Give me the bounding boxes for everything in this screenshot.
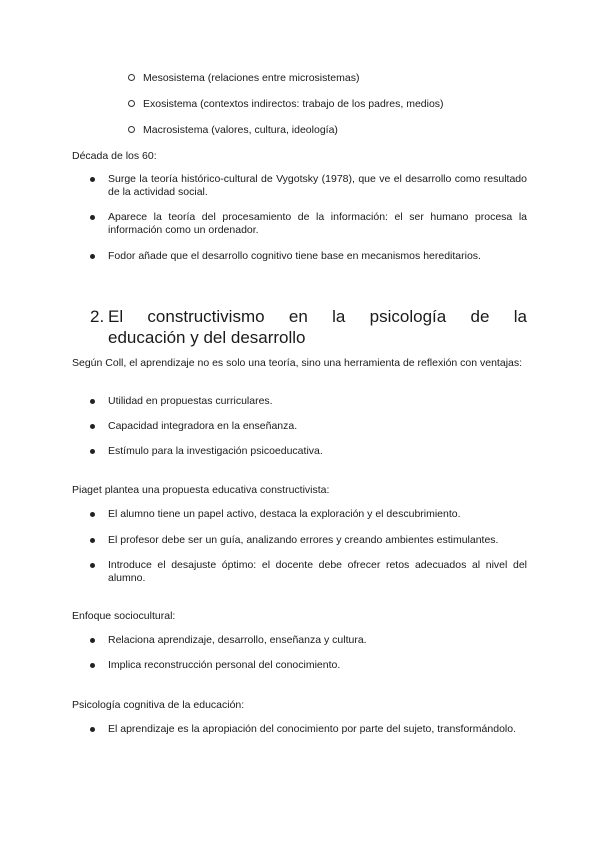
decada-heading: Década de los 60: [72, 150, 157, 162]
list-item: El alumno tiene un papel activo, destaca la exploración y el descubrimiento. [90, 508, 527, 521]
list-item: El profesor debe ser un guía, analizando errores y creando ambientes estimulantes. [90, 534, 527, 547]
section-number: 2. [90, 307, 105, 326]
bullet-icon [90, 424, 95, 429]
bullet-icon [90, 399, 95, 404]
section-title-line1: El constructivismo en la psicología de la [108, 307, 527, 326]
bullet-icon [90, 449, 95, 454]
bullet-icon [90, 663, 95, 668]
list-item: Surge la teoría histórico-cultural de Vygotsky (1978), que ve el desarrollo como resultado de la actividad social. [90, 173, 527, 199]
bullet-icon [90, 638, 95, 643]
list-item: El aprendizaje es la apropiación del conocimiento por parte del sujeto, transformándolo. [90, 723, 527, 736]
list-item: Implica reconstrucción personal del conocimiento. [90, 659, 527, 672]
bullet-icon [90, 727, 95, 732]
bullet-icon [90, 538, 95, 543]
cognitiva-intro: Psicología cognitiva de la educación: [72, 699, 245, 711]
sublist-item-macrosistema: Macrosistema (valores, cultura, ideología) [128, 124, 338, 137]
bullet-icon [90, 177, 95, 182]
list-item: Utilidad en propuestas curriculares. [90, 395, 527, 408]
sublist-item-exosistema: Exosistema (contextos indirectos: trabajo de los padres, medios) [128, 98, 444, 111]
bullet-icon [90, 563, 95, 568]
list-item: Fodor añade que el desarrollo cognitivo tiene base en mecanismos hereditarios. [90, 250, 527, 263]
piaget-intro: Piaget plantea una propuesta educativa constructivista: [72, 484, 330, 496]
section-title-line2: educación y del desarrollo [108, 328, 306, 347]
list-item: Capacidad integradora en la enseñanza. [90, 420, 527, 433]
bullet-icon [90, 512, 95, 517]
circle-bullet-icon [128, 100, 135, 107]
circle-bullet-icon [128, 74, 135, 81]
list-item: Estímulo para la investigación psicoeducativa. [90, 445, 527, 458]
list-item: Aparece la teoría del procesamiento de la información: el ser humano procesa la información como un ordenador. [90, 211, 527, 237]
bullet-icon [90, 254, 95, 259]
sublist-item-mesosistema: Mesosistema (relaciones entre microsistemas) [128, 72, 359, 85]
list-item: Relaciona aprendizaje, desarrollo, enseñanza y cultura. [90, 634, 527, 647]
socio-intro: Enfoque sociocultural: [72, 610, 176, 622]
circle-bullet-icon [128, 126, 135, 133]
list-item: Introduce el desajuste óptimo: el docente debe ofrecer retos adecuados al nivel del alumno. [90, 559, 527, 585]
section-heading [90, 306, 527, 348]
coll-intro: Según Coll, el aprendizaje no es solo una teoría, sino una herramienta de reflexión con ventajas: [72, 357, 523, 369]
bullet-icon [90, 215, 95, 220]
